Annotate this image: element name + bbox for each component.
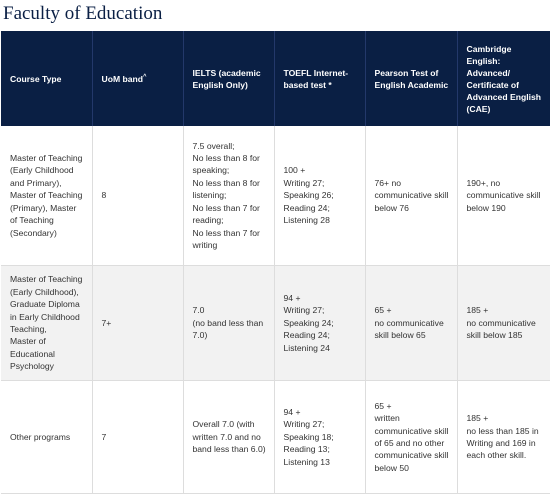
- header-course-type: Course Type: [1, 31, 92, 126]
- page-title: Faculty of Education: [3, 3, 163, 24]
- cell-ielts: Overall 7.0 (with written 7.0 and no band less than 6.0): [183, 381, 274, 494]
- table-row: [1, 126, 550, 266]
- cell-pte: 76+ no communicative skill below 76: [365, 126, 457, 266]
- cell-course: Other programs: [1, 381, 92, 494]
- header-ielts: IELTS (academic English Only): [183, 31, 274, 126]
- cell-cae: 185 + no less than 185 in Writing and 169 in each other skill.: [457, 381, 550, 494]
- cell-cae: 190+, no communicative skill below 190: [457, 126, 550, 266]
- english-requirements-table: [1, 31, 550, 494]
- cell-ielts: 7.0 (no band less than 7.0): [183, 266, 274, 381]
- cell-toefl: 94 + Writing 27; Speaking 24; Reading 24; Listening 24: [274, 266, 365, 381]
- cell-band: 7+: [92, 266, 183, 381]
- cell-toefl: 100 + Writing 27; Speaking 26; Reading 24; Listening 28: [274, 126, 365, 266]
- table-header-row: [1, 31, 550, 126]
- header-uom-band: UoM band^: [92, 31, 183, 126]
- header-pte: Pearson Test of English Academic: [365, 31, 457, 126]
- cell-pte: 65 + no communicative skill below 65: [365, 266, 457, 381]
- table-row: [1, 266, 550, 381]
- cell-ielts: 7.5 overall; No less than 8 for speaking; No less than 8 for listening; No less than 7 for reading; No less than 7 for writing: [183, 126, 274, 266]
- cell-pte: 65 + written communicative skill of 65 and no other communicative skill below 50: [365, 381, 457, 494]
- header-cae: Cambridge English: Advanced/ Certificate of Advanced English (CAE): [457, 31, 550, 126]
- cell-band: 7: [92, 381, 183, 494]
- cell-toefl: 94 + Writing 27; Speaking 18; Reading 13; Listening 13: [274, 381, 365, 494]
- cell-cae: 185 + no communicative skill below 185: [457, 266, 550, 381]
- cell-band: 8: [92, 126, 183, 266]
- cell-course: Master of Teaching (Early Childhood), Graduate Diploma in Early Childhood Teaching, Master of Educational Psychology: [1, 266, 92, 381]
- cell-course: Master of Teaching (Early Childhood and Primary), Master of Teaching (Primary), Master of Teaching (Secondary): [1, 126, 92, 266]
- header-toefl: TOEFL Internet-based test *: [274, 31, 365, 126]
- table-row: [1, 381, 550, 494]
